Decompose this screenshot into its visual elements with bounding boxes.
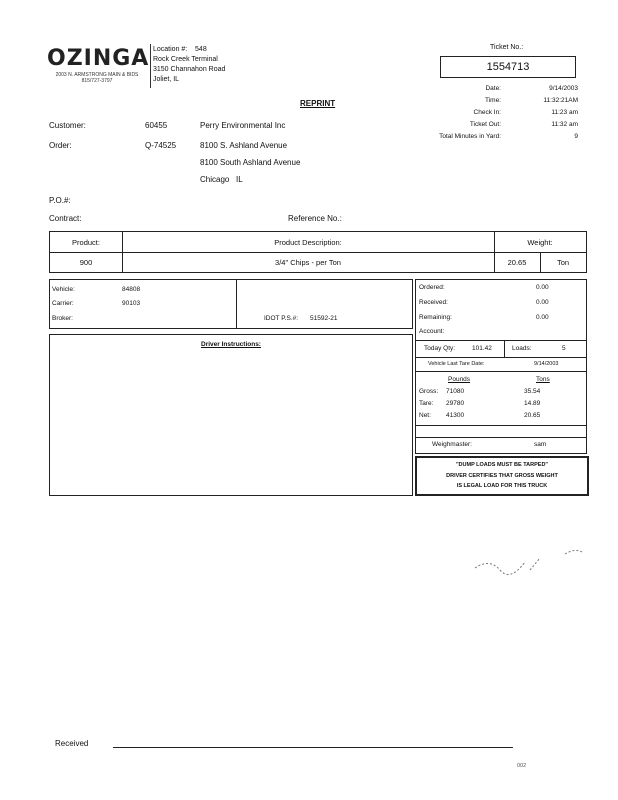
description-header: Product Description: — [274, 238, 342, 247]
tare-pounds: 29780 — [446, 400, 465, 407]
location-divider — [150, 44, 151, 88]
order-summary-box — [415, 279, 587, 341]
weighmaster-value: sam — [534, 441, 547, 448]
loads-value: 5 — [562, 345, 566, 352]
today-divider — [504, 341, 505, 357]
order-number: Q-74525 — [145, 141, 177, 150]
account-label: Account: — [419, 328, 445, 335]
today-qty-label: Today Qty: — [424, 345, 456, 352]
time-label: Ticket Out: — [469, 121, 501, 128]
vehicle-label: Vehicle: — [52, 286, 75, 293]
tare-date-row — [416, 357, 586, 372]
carrier-value: 90103 — [122, 300, 141, 307]
ticket-label: Ticket No.: — [490, 44, 524, 51]
tarp-notice-box — [415, 456, 589, 496]
received-summary-value: 0.00 — [536, 299, 549, 306]
time-label: Time: — [484, 97, 501, 104]
location-label: Location #: — [153, 46, 188, 53]
product-unit: Ton — [556, 258, 570, 267]
weighmaster-divider — [416, 437, 586, 438]
reference-label: Reference No.: — [288, 214, 342, 223]
time-row-minutes — [390, 131, 579, 143]
remaining-value: 0.00 — [536, 314, 549, 321]
broker-label: Broker: — [52, 315, 73, 322]
weights-divider — [416, 425, 586, 426]
net-pounds: 41300 — [446, 412, 465, 419]
contract-label: Contract: — [49, 214, 82, 223]
time-value: 9/14/2003 — [549, 85, 578, 92]
customer-label: Customer: — [49, 121, 86, 130]
ordered-label: Ordered: — [419, 284, 445, 291]
location-name: Rock Creek Terminal — [153, 56, 218, 63]
reprint-heading: REPRINT — [300, 99, 336, 108]
weight-header: Weight: — [527, 238, 553, 247]
location-number: 548 — [195, 46, 207, 53]
location-address: 3150 Channahon Road — [153, 66, 226, 73]
notice-line2: DRIVER CERTIFIES THAT GROSS WEIGHT — [446, 473, 558, 479]
order-address1: 8100 S. Ashland Avenue — [200, 141, 288, 150]
vehicle-value: 84808 — [122, 286, 141, 293]
product-description: 3/4" Chips - per Ton — [275, 258, 341, 267]
page-mark: 002 — [517, 763, 527, 769]
today-qty-value: 101.42 — [472, 345, 492, 352]
logo-sub-line1: 2003 N. ARMSTRONG MAIN & BIDS — [55, 72, 139, 78]
ordered-value: 0.00 — [536, 284, 549, 291]
time-label: Date: — [485, 85, 501, 92]
gross-label: Gross: — [419, 388, 439, 395]
driver-instructions-label: Driver Instructions: — [201, 341, 261, 348]
driver-instructions-box — [49, 334, 413, 496]
carrier-label: Carrier: — [52, 300, 74, 307]
time-row-time — [390, 95, 579, 107]
vehicle-tare-label: Vehicle Last Tare Date: — [428, 361, 485, 367]
product-table — [49, 231, 587, 273]
time-value: 11:23 am — [551, 109, 578, 116]
location-block — [153, 45, 225, 85]
time-label: Total Minutes in Yard: — [439, 133, 501, 140]
order-address2: 8100 South Ashland Avenue — [200, 158, 301, 167]
tons-header: Tons — [536, 376, 550, 383]
notice-line1: "DUMP LOADS MUST BE TARPED" — [455, 462, 549, 468]
idot-value: 51592-21 — [310, 315, 338, 322]
company-logo-subtitle — [47, 72, 147, 84]
net-tons: 20.65 — [524, 412, 541, 419]
product-code: 900 — [79, 258, 93, 267]
time-value: 11:32 am — [551, 121, 578, 128]
time-row-ticketout — [390, 119, 579, 131]
location-city: Joliet, IL — [153, 76, 180, 83]
time-block — [390, 83, 579, 143]
vehicle-box — [49, 279, 413, 329]
gross-pounds: 71080 — [446, 388, 465, 395]
received-summary-label: Received: — [419, 299, 448, 306]
today-row — [416, 341, 586, 358]
pounds-header: Pounds — [448, 376, 471, 383]
product-table-divider — [50, 252, 586, 253]
po-label: P.O.#: — [49, 196, 71, 205]
order-label: Order: — [49, 141, 72, 150]
idot-label: IDOT P.S.#: — [264, 315, 299, 322]
order-state: IL — [236, 175, 243, 184]
loads-label: Loads: — [512, 345, 532, 352]
vehicle-tare-value: 9/14/2003 — [534, 361, 559, 367]
time-row-date — [390, 83, 579, 95]
logo-sub-line2: 815/727-3797 — [81, 78, 113, 84]
gross-tons: 35.54 — [524, 388, 541, 395]
remaining-label: Remaining: — [419, 314, 452, 321]
net-label: Net: — [419, 412, 431, 419]
customer-name: Perry Environmental Inc — [200, 121, 286, 130]
ticket-number: 1554713 — [440, 56, 576, 78]
weights-box — [415, 340, 587, 454]
received-signature-line — [113, 747, 513, 748]
weighmaster-label: Weighmaster: — [432, 441, 472, 448]
order-city-state — [200, 175, 243, 184]
time-row-checkin — [390, 107, 579, 119]
tare-label: Tare: — [419, 400, 434, 407]
product-header: Product: — [72, 238, 100, 247]
signature-scribble — [470, 540, 590, 580]
time-label: Check In: — [473, 109, 501, 116]
company-logo: OZINGA — [47, 46, 150, 71]
notice-line3: IS LEGAL LOAD FOR THIS TRUCK — [456, 483, 548, 489]
time-value: 9 — [574, 133, 578, 140]
received-label: Received — [55, 739, 89, 748]
time-value: 11:32:21AM — [543, 97, 578, 104]
product-weight: 20.65 — [507, 258, 527, 267]
order-city: Chicago — [200, 175, 230, 184]
tare-tons: 14.89 — [524, 400, 541, 407]
vehicle-divider — [236, 280, 237, 328]
customer-number: 60455 — [145, 121, 168, 130]
